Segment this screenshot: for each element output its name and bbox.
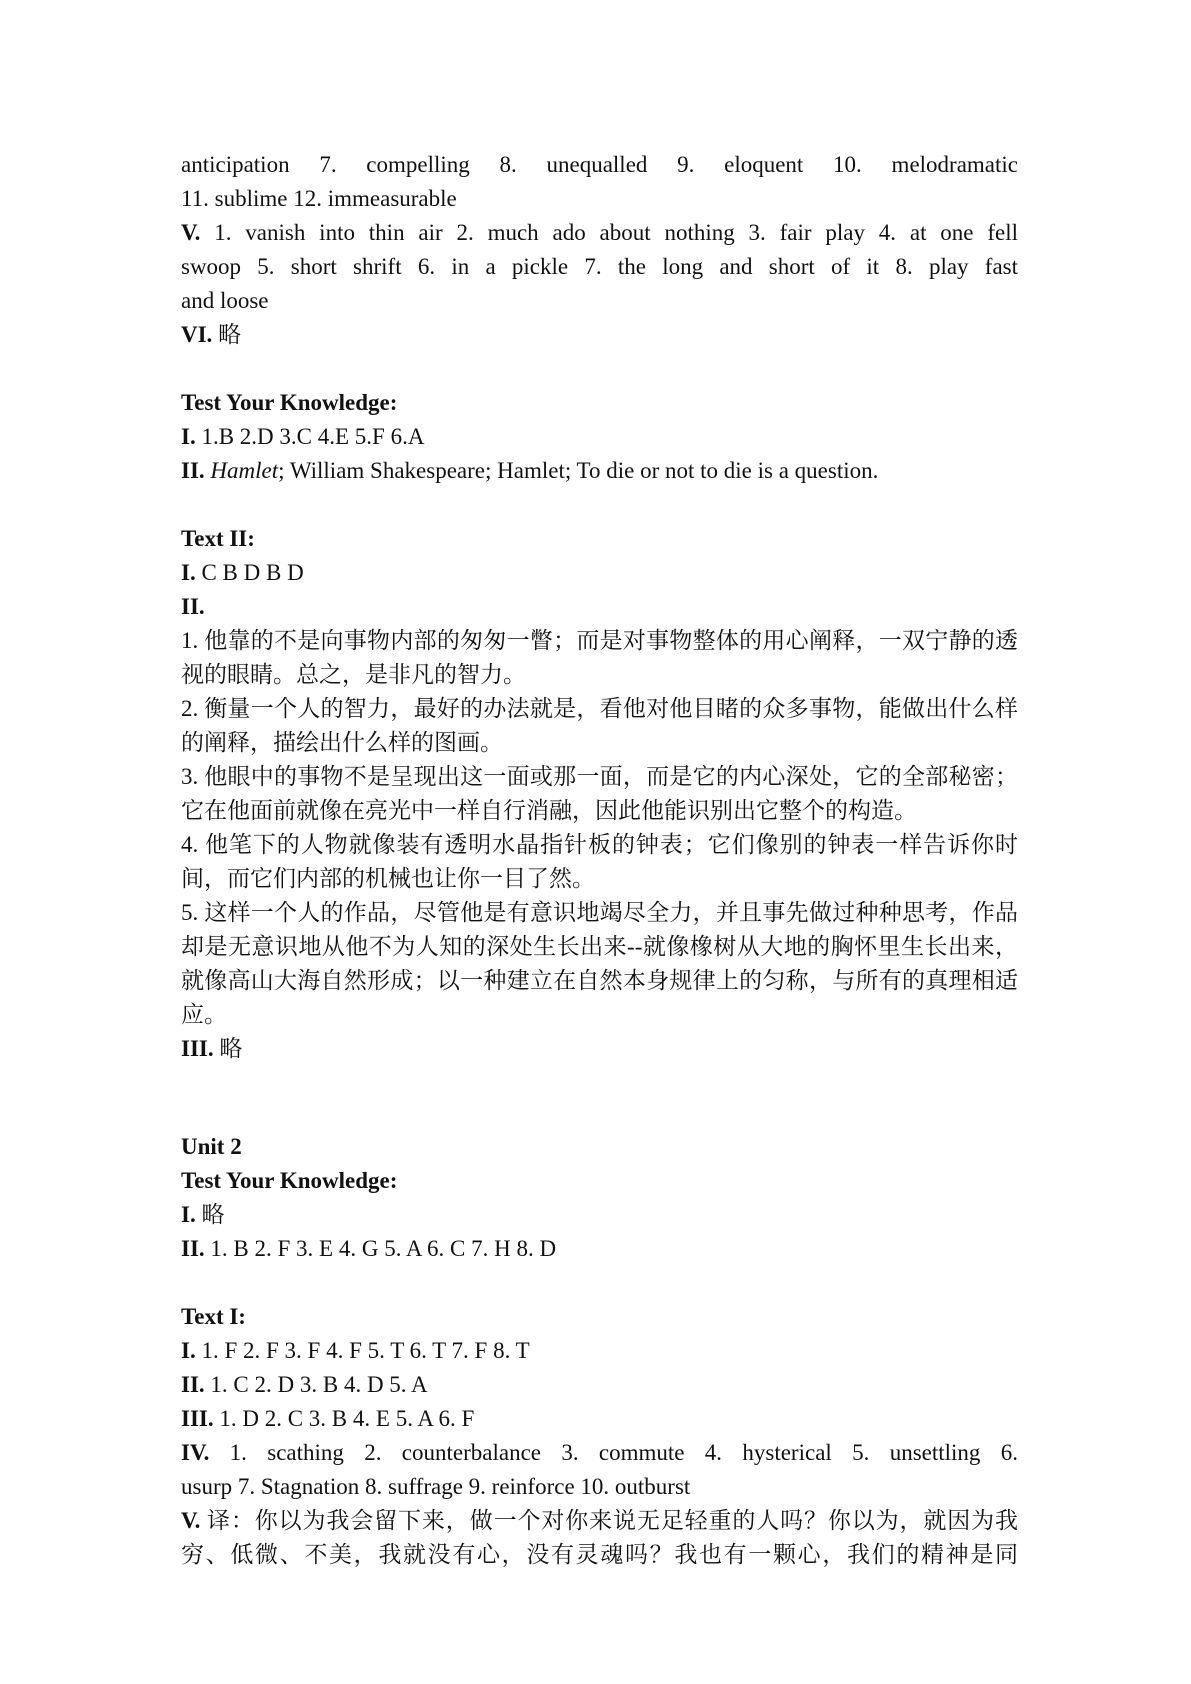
section-label: II. [181,594,205,619]
section-v-line [181,216,1018,250]
section-v-line: and loose [181,288,269,313]
section-label: I. [181,424,196,449]
answer-key-page [181,148,1018,1572]
section-label: V. [181,1508,201,1533]
test-your-knowledge-heading: Test Your Knowledge: [181,390,398,415]
tyk-i-line [181,420,1018,454]
translation-item: 1. 他靠的不是向事物内部的匆匆一瞥；而是对事物整体的用心阐释，一双宁静的透视的眼睛。总之，是非凡的智力。 [181,628,1018,687]
text-i-heading: Text I: [181,1304,246,1329]
section-vi-line [181,318,1018,352]
text-i-v-text: 译：你以为我会留下来，做一个对你来说无足轻重的人吗？你以为，就因为我穷、低微、不美，我就没有心，没有灵魂吗？我也有一颗心，我们的精神是同 [181,1508,1018,1567]
text-ii-iii-line [181,1032,1018,1066]
vocab-answers-line: anticipation 7. compelling 8. unequalled 9. eloquent 10. melodramatic [181,152,1018,177]
text-i-iv-line [181,1436,1018,1470]
section-v-line: swoop 5. short shrift 6. in a pickle 7. the long and short of it 8. play fast [181,254,1018,279]
section-label: V. [181,220,201,245]
text-ii-iii-text: 略 [213,1036,243,1061]
text-i-iv-line: usurp 7. Stagnation 8. suffrage 9. reinforce 10. outburst [181,1474,691,1499]
section-label: II. [181,1236,205,1261]
section-label: III. [181,1036,214,1061]
tyk-i-line [181,1198,1018,1232]
vocab-answers-line: 11. sublime 12. immeasurable [181,186,457,211]
tyk-ii-line [181,1232,1018,1266]
play-title: Hamlet [210,458,279,483]
text-ii-i-line [181,556,1018,590]
translation-item: 2. 衡量一个人的智力，最好的办法就是，看他对他目睹的众多事物，能做出什么样的阐释，描绘出什么样的图画。 [181,696,1018,755]
unit-heading: Unit 2 [181,1134,242,1159]
tyk-i-text: 略 [195,1202,225,1227]
tyk-ii-text: 1. B 2. F 3. E 4. G 5. A 6. C 7. H 8. D [204,1236,557,1261]
section-label: II. [181,1372,205,1397]
text-i-i-text: 1. F 2. F 3. F 4. F 5. T 6. T 7. F 8. T [195,1338,530,1363]
section-label: IV. [181,1440,210,1465]
text-i-v-line [181,1504,1018,1572]
tyk-i-text: 1.B 2.D 3.C 4.E 5.F 6.A [195,424,425,449]
text-i-i-line [181,1334,1018,1368]
translation-item: 3. 他眼中的事物不是呈现出这一面或那一面，而是它的内心深处，它的全部秘密；它在他面前就像在亮光中一样自行消融，因此他能识别出它整个的构造。 [181,764,1018,823]
tyk-ii-line [181,454,1018,488]
section-label: I. [181,1338,196,1363]
section-v-text: 1. vanish into thin air 2. much ado about nothing 3. fair play 4. at one fell [200,220,1018,245]
section-label: I. [181,560,196,585]
section-label: I. [181,1202,196,1227]
tyk-ii-text: ; William Shakespeare; Hamlet; To die or not to die is a question. [278,458,879,483]
text-i-iii-text: 1. D 2. C 3. B 4. E 5. A 6. F [213,1406,475,1431]
text-i-ii-line [181,1368,1018,1402]
text-i-ii-text: 1. C 2. D 3. B 4. D 5. A [204,1372,428,1397]
text-ii-heading: Text II: [181,526,255,551]
section-label: VI. [181,322,213,347]
text-i-iv-text: 1. scathing 2. counterbalance 3. commute 4. hysterical 5. unsettling 6. [209,1440,1018,1465]
translation-item: 5. 这样一个人的作品，尽管他是有意识地竭尽全力，并且事先做过种种思考，作品却是无意识地从他不为人知的深处生长出来--就像橡树从大地的胸怀里生长出来，就像高山大海自然形成；以一种建立在自然本身规律上的匀称，与所有的真理相适应。 [181,900,1018,1027]
section-vi-text: 略 [212,322,242,347]
section-label: III. [181,1406,214,1431]
text-ii-i-text: C B D B D [195,560,304,585]
text-i-iii-line [181,1402,1018,1436]
test-your-knowledge-heading: Test Your Knowledge: [181,1168,398,1193]
translation-item: 4. 他笔下的人物就像装有透明水晶指针板的钟表；它们像别的钟表一样告诉你时间，而它们内部的机械也让你一目了然。 [181,832,1018,891]
section-label: II. [181,458,205,483]
